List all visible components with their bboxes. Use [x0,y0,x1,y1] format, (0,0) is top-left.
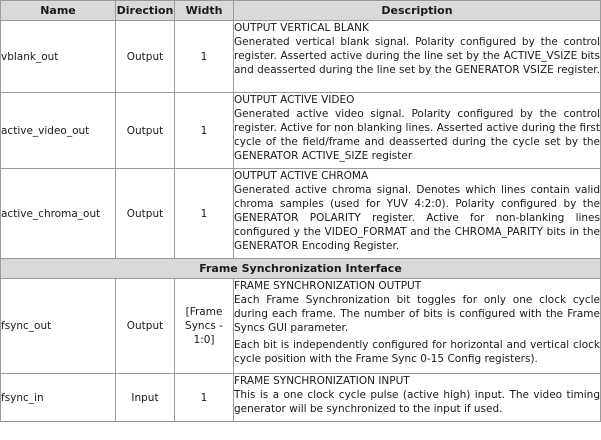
description-body: Generated vertical blank signal. Polarity configured by the control register. Asserted active during the line set by the ACTIVE_VSIZE bits and deasserted during the line set by the GENERATOR VSIZE register. [234,36,600,76]
header-row [1,1,601,21]
description-title: OUTPUT ACTIVE VIDEO [234,94,355,106]
signal-name: vblank_out [1,21,116,93]
table-row-active-video-out [1,93,601,169]
table-row-vblank-out [1,21,601,93]
signal-description [234,279,601,374]
signal-direction: Output [116,21,175,93]
table-row-active-chroma-out [1,169,601,259]
signal-width: [Frame Syncs - 1:0] [175,279,234,374]
signal-direction: Output [116,169,175,259]
signal-name: fsync_out [1,279,116,374]
description-body: Each Frame Synchronization bit toggles for only one clock cycle during each frame. The number of bits is configured with the Frame Syncs GUI parameter. [234,294,600,334]
signal-name: fsync_in [1,374,116,422]
description-title: OUTPUT ACTIVE CHROMA [234,170,369,182]
description-body: Generated active video signal. Polarity configured by the control register. Active for non blanking lines. Asserted active during the first cycle of the field/frame and deasserted during the cycle set by the GENERATOR ACTIVE_SIZE register [234,108,600,162]
header-width: Width [175,1,234,21]
description-title: FRAME SYNCHRONIZATION OUTPUT [234,280,422,292]
signal-description [234,169,601,259]
signal-name: active_video_out [1,93,116,169]
signal-direction: Input [116,374,175,422]
signal-width: 1 [175,93,234,169]
signal-direction: Output [116,93,175,169]
description-title: OUTPUT VERTICAL BLANK [234,22,369,34]
section-title: Frame Synchronization Interface [1,259,601,279]
signal-direction: Output [116,279,175,374]
signal-width: 1 [175,169,234,259]
header-description: Description [234,1,601,21]
table-row-fsync-in [1,374,601,422]
signal-name: active_chroma_out [1,169,116,259]
header-direction: Direction [116,1,175,21]
signal-description [234,374,601,422]
description-body: Generated active chroma signal. Denotes which lines contain valid chroma samples (used for YUV 4:2:0). Polarity configured by the GENERATOR POLARITY register. Active for non-blanking lines configured y the VIDEO_FORMAT and the CHROMA_PARITY bits in the GENERATOR Encoding Register. [234,184,600,252]
description-body: This is a one clock cycle pulse (active high) input. The video timing generator will be synchronized to the input if used. [234,389,600,415]
section-row [1,259,601,279]
description-title: FRAME SYNCHRONIZATION INPUT [234,375,410,387]
signal-description [234,93,601,169]
table-row-fsync-out [1,279,601,374]
header-name: Name [1,1,116,21]
description-body-2: Each bit is independently configured for horizontal and vertical clock cycle position with the Frame Sync 0-15 Config registers). [234,339,600,365]
signal-description [234,21,601,93]
signal-width: 1 [175,374,234,422]
signal-width: 1 [175,21,234,93]
